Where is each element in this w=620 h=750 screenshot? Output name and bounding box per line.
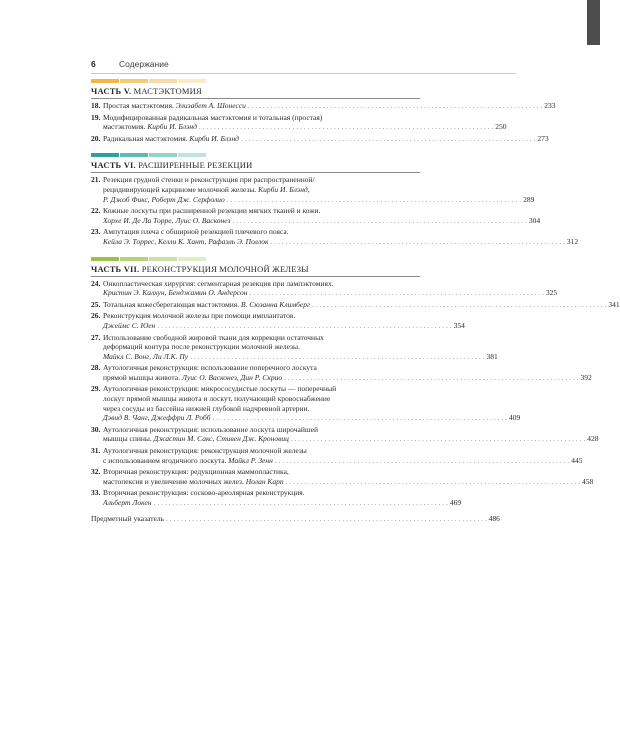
chapter-number: 33. [91,488,101,498]
dot-leader [248,101,542,111]
chapter-number: 19. [91,112,101,122]
chapter-title-text: Реконструкция молочной железы при помощи имплантатов. [103,311,296,321]
chapter-authors: Майкл Р. Зенн [228,455,273,465]
dot-leader [275,456,569,466]
chapter-authors: Кристин Э. Калхун, Бенджамин О. Андерсон [103,288,248,298]
page-ref: 341 [608,299,620,309]
chapter-title-text: мастэктомия. [103,122,148,132]
toc-part [91,79,556,143]
chapter-authors: Кирби И. Блэнд [147,122,197,132]
chapter-title-text: мышцы спины. [103,434,154,444]
chapter-title-text: Ампутация плеча с обширной резекцией плечевого пояса. [103,227,289,237]
index-label: Предметный указатель [91,513,164,523]
chapter-title-text: лоскут прямой мышцы живота и лоскут, получающий кровоснабжение [103,394,331,404]
chapter-title-text: с использованием ягодичного лоскута. [103,455,229,465]
page-ref: 250 [495,122,507,132]
dot-leader [312,300,606,310]
toc-entry[interactable] [91,278,558,298]
dot-leader [284,373,578,383]
page-ref: 289 [523,194,535,204]
chapter-authors: Майкл С. Вонг, Ли Л.К. Пу [103,351,189,361]
toc-entry[interactable] [91,101,556,111]
part-heading [91,160,420,173]
toc-part [91,257,620,508]
chapter-title-text: Резекция грудной стенки и реконструкция при распространенной/ [103,175,315,185]
dot-leader [241,134,535,144]
chapter-title-text: Аутологичная реконструкция: микрососудистые лоскуты — поперечный [103,384,337,394]
table-of-contents [91,79,620,523]
chapter-title-text: Онкопластическая хирургия: сегментарная резекция при лампэктомиях. [103,278,334,288]
toc-entry[interactable] [91,384,521,423]
chapter-title-text: через сосуды из бассейна нижней глубокой надчревной артерии. [103,403,310,413]
part-color-bar [91,257,420,261]
running-header [91,57,516,74]
chapter-authors: Р. Джоб Фикс, Роберт Дж. Серфолио [103,194,225,204]
toc-entry[interactable] [91,446,583,465]
page-ref: 428 [587,434,599,444]
page-ref: 409 [508,413,521,423]
chapter-number: 32. [91,467,101,477]
chapter-authors: Кейла Э. Торрес, Келли К. Хант, Рафаэль Э. Поллок [103,236,269,246]
chapter-title-text: деформаций контура после реконструкции молочной железы. [103,342,300,352]
page-ref: 381 [486,351,498,361]
chapter-authors: Дэвид В. Чанг, Джеффри Л. Робб [103,413,211,423]
chapter-authors: Луис О. Васконез, Дин Р. Скрио [181,372,283,382]
part-heading [91,86,420,99]
dot-leader [199,122,493,132]
chapter-tab-marker [587,0,600,45]
toc-entry[interactable] [91,112,507,132]
chapter-number: 24. [91,278,101,288]
toc-entry[interactable] [91,424,599,444]
chapter-number: 21. [91,175,101,185]
page-ref: 273 [537,133,549,143]
page-ref: 312 [566,236,579,246]
toc-entry[interactable] [91,363,592,382]
chapter-authors: Кирби И. Блэнд, [258,184,310,194]
chapter-title-text: Вторичная реконструкция: редукционная маммопластика, [103,467,289,477]
toc-entry[interactable] [91,311,465,330]
chapter-title-text: Кожные лоскуты при расширенной резекции мягких тканей и кожи. [103,206,321,216]
chapter-title-text: Модифицированная радикальная мастэктомия и тотальная (простая) [103,112,323,122]
chapter-title-text: Аутологичная реконструкция: использование поперечного лоскута [103,363,317,373]
dot-leader [271,237,565,247]
dot-leader [249,288,543,298]
page-ref: 445 [571,455,583,465]
part-color-bar [91,79,420,83]
part-label: ЧАСТЬ VII. [91,263,140,274]
toc-entry[interactable] [91,467,594,486]
chapter-number: 28. [91,363,101,373]
chapter-title-text: Простая мастэктомия. [103,101,176,110]
page-ref: 233 [544,101,556,110]
dot-leader [166,514,487,523]
dot-leader [154,498,448,508]
page-ref: 458 [582,476,594,486]
part-title: МАСТЭКТОМИЯ [133,86,202,96]
dot-leader [227,195,521,205]
toc-entry[interactable] [91,488,462,507]
toc-entry[interactable] [91,332,498,362]
part-title: РЕКОНСТРУКЦИЯ МОЛОЧНОЙ ЖЕЛЕЗЫ [141,263,309,274]
chapter-number: 29. [91,384,101,394]
page-number: 6 [91,59,96,69]
chapter-number: 30. [91,424,101,434]
chapter-number: 20. [91,133,101,143]
dot-leader [190,352,484,362]
chapter-title-text: Вторичная реконструкция: сосково-ареолярная реконструкция. [103,488,305,498]
header-title: Содержание [119,59,169,69]
page-ref: 469 [449,498,462,507]
chapter-authors: В. Сюзанна Климберг [241,299,310,309]
toc-entry[interactable] [91,206,541,225]
part-label: ЧАСТЬ V. [91,86,132,96]
chapter-number: 18. [91,101,101,110]
page-ref: 325 [545,288,558,298]
toc-entry[interactable] [91,175,535,204]
chapter-title-text: мастопексия и увеличение молочных желез. [103,476,246,486]
page-ref: 304 [528,215,541,225]
chapter-number: 27. [91,332,101,342]
dot-leader [286,477,580,487]
toc-entry[interactable] [91,133,549,144]
part-label: ЧАСТЬ VI. [91,160,136,171]
part-heading [91,264,420,277]
part-color-bar [91,153,420,157]
chapter-authors: Джеймс С. Юен [103,320,156,330]
index-entry[interactable] [91,513,500,523]
chapter-title-text: прямой мышцы живота. [103,372,182,382]
dot-leader [213,413,507,423]
dot-leader [157,321,451,331]
chapter-title-text: Аутологичная реконструкция: использование лоскута широчайшей [103,424,318,434]
chapter-authors: Элизабет А. Шонесси [175,101,246,110]
page-ref: 486 [488,513,500,523]
toc-entry[interactable] [91,299,620,310]
chapter-title-text: Радикальная мастэктомия. [103,133,190,143]
toc-entry[interactable] [91,227,579,246]
chapter-authors: Альберт Локен [103,498,152,507]
chapter-number: 23. [91,227,101,237]
chapter-title-text: Аутологичная реконструкция: реконструкция молочной железы [103,446,307,456]
chapter-authors: Нолан Карп [245,476,284,486]
dot-leader [232,216,526,226]
chapter-authors: Джастин М. Сакс, Стивен Дж. Кроновиц [153,434,289,444]
chapter-title-text: Использование свободной жировой ткани для коррекции остаточных [103,332,324,342]
chapter-title-text: рецидивирующей карциноме молочной железы. [103,184,259,194]
dot-leader [291,434,585,444]
chapter-number: 25. [91,299,101,309]
part-title: РАСШИРЕННЫЕ РЕЗЕКЦИИ [138,160,253,171]
chapter-authors: Хорхе И. Де Ла Торре, Луис О. Васконез [103,215,231,225]
chapter-number: 22. [91,206,101,216]
toc-part [91,153,579,246]
chapter-number: 31. [91,446,101,456]
page-ref: 392 [580,372,592,382]
chapter-authors: Кирби И. Блэнд [189,133,239,143]
chapter-title-text: Тотальная кожесберегающая мастэктомия. [103,299,241,309]
chapter-number: 26. [91,311,101,321]
page-ref: 354 [453,320,465,330]
